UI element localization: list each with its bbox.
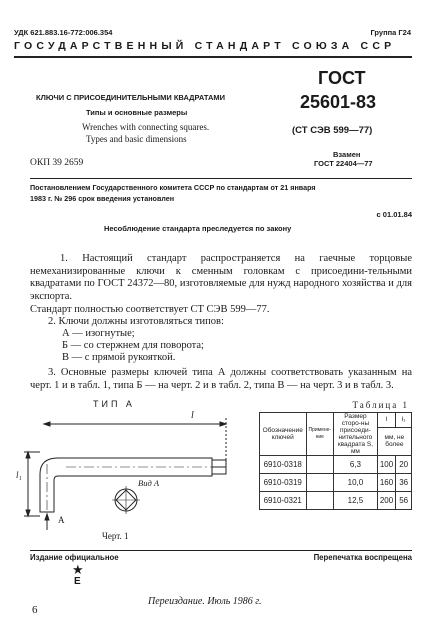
cell-code: 6910-0321 [260, 492, 307, 510]
udk-code: УДК 621.883.16-772:006.354 [14, 28, 113, 37]
enforcement-warning: Несоблюдение стандарта преследуется по закону [104, 224, 292, 233]
cell-l1: 36 [396, 474, 412, 492]
dim-l-label: l [191, 410, 194, 421]
wrench-drawing [14, 408, 254, 532]
doc-subtitle: Типы и основные размеры [86, 108, 188, 117]
cell-l1: 56 [396, 492, 412, 510]
star-icon: ★ [72, 562, 84, 577]
table-row [260, 474, 412, 492]
paragraph-3: 3. Основные размеры ключей типа А должны соответствовать указанным на черт. 1 и в табл. 1, типа Б — на черт. 2 и в табл. 2, типа В — на черт. 3 и в табл. 3. [30, 367, 412, 391]
cell-l: 200 [377, 492, 396, 510]
type-a-item: А — изогнутые; [62, 328, 135, 339]
cell-square: 10,0 [334, 474, 378, 492]
decree-line-1: Постановлением Государственного комитета СССР по стандартам от 21 января [30, 183, 316, 192]
paragraph-1b: Стандарт полностью соответствует СТ СЭВ 599—77. [30, 304, 270, 315]
arrow-a-label: А [58, 515, 65, 525]
type-v-item: В — с прямой рукояткой. [62, 352, 176, 363]
decree-line-2: 1983 г. № 296 срок введения установлен [30, 194, 175, 203]
official-edition: Издание официальное [30, 553, 119, 562]
cell-l: 100 [377, 456, 396, 474]
paragraph-2: 2. Ключи должны изготовляться типов: [48, 316, 224, 327]
header-unit-note: мм, не более [377, 427, 411, 455]
header-square-size: Размер сторо-ны присоеди-нительного квадрата S, мм [334, 413, 378, 456]
replaces-value: ГОСТ 22404—77 [314, 159, 373, 168]
doc-title-en-1: Wrenches with connecting squares. [82, 122, 210, 132]
standard-banner: ГОСУДАРСТВЕННЫЙ СТАНДАРТ СОЮЗА ССР [14, 40, 396, 52]
cell-code: 6910-0318 [260, 456, 307, 474]
table-row [260, 456, 412, 474]
replaces-label: Взамен [333, 150, 361, 159]
paragraph-1: 1. Настоящий стандарт распространяется на гаечные торцовые немеханизированные ключи к сменным головкам с присоедини-тельными квадратами по ГОСТ 24372—80, изготовляемые для нужд народного хозяйства и для экспорта. [30, 253, 412, 302]
dim-l1-label: l₁ [16, 470, 22, 480]
cell-square: 12,5 [334, 492, 378, 510]
header-designation: Обозначение ключей [260, 413, 307, 456]
effective-date: с 01.01.84 [376, 210, 412, 219]
figure-type-label: ТИП А [93, 399, 135, 409]
figure-caption: Черт. 1 [102, 531, 129, 541]
okp-code: ОКП 39 2659 [30, 158, 84, 168]
cell-square: 6,3 [334, 456, 378, 474]
dimensions-table [259, 412, 412, 510]
group-code: Группа Г24 [370, 28, 411, 37]
doc-title-en-2: Types and basic dimensions [86, 134, 187, 144]
header-rule [14, 56, 412, 58]
letter-e-mark: Е [74, 576, 81, 587]
cell-l: 160 [377, 474, 396, 492]
header-l1: l₁ [396, 413, 412, 428]
header-l: l [377, 413, 396, 428]
table-title: Таблица 1 [352, 400, 409, 410]
cell-code: 6910-0319 [260, 474, 307, 492]
gost-number: 25601-83 [300, 92, 377, 112]
table-row [260, 492, 412, 510]
header-applicability: Примене-ние [306, 413, 334, 456]
page-number: 6 [32, 604, 38, 616]
cell-l1: 20 [396, 456, 412, 474]
type-b-item: Б — со стержнем для поворота; [62, 340, 204, 351]
gost-label: ГОСТ [318, 68, 366, 88]
reissue-note: Переиздание. Июль 1986 г. [148, 596, 262, 607]
reprint-ban: Перепечатка воспрещена [313, 553, 412, 562]
decree-rule [30, 178, 412, 179]
view-a-label: Вид А [138, 478, 160, 488]
footer-rule [30, 550, 412, 551]
st-sev-number: (СТ СЭВ 599—77) [292, 125, 373, 136]
doc-title: КЛЮЧИ С ПРИСОЕДИНИТЕЛЬНЫМИ КВАДРАТАМИ [36, 93, 226, 102]
